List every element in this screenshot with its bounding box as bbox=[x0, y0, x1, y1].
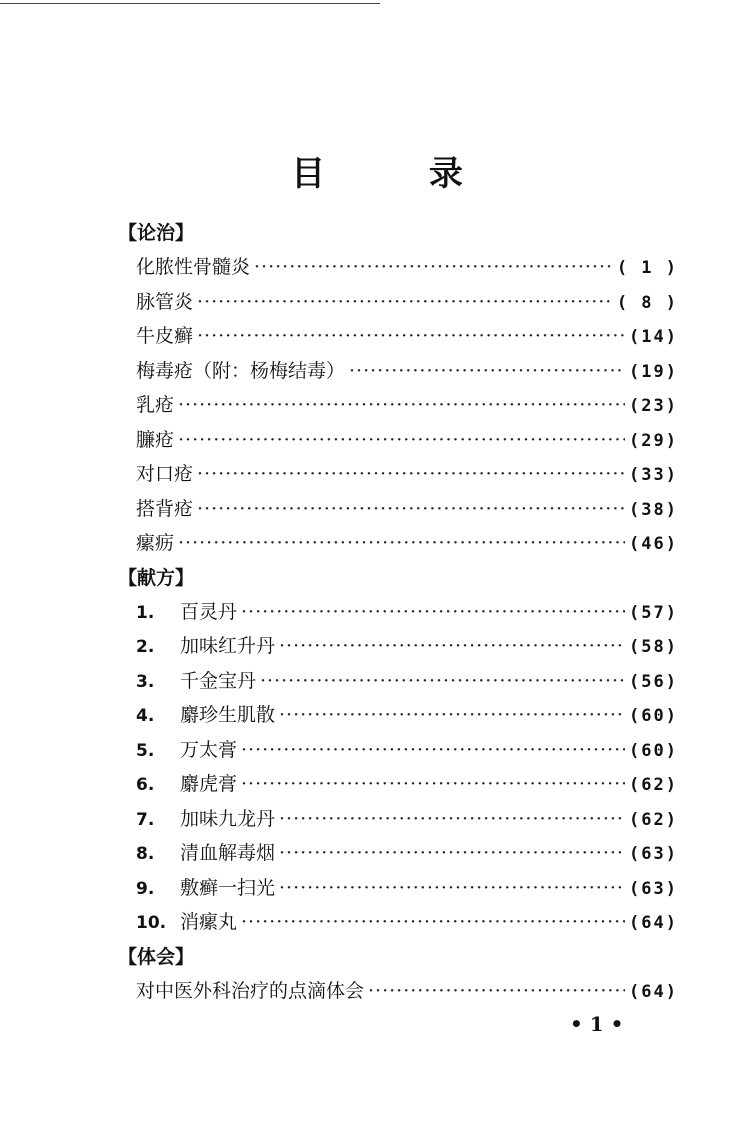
toc-entry bbox=[118, 388, 678, 423]
table-of-contents bbox=[118, 216, 678, 1008]
entry-number: 1. bbox=[136, 602, 155, 623]
leader-dots bbox=[241, 595, 625, 630]
entry-title: 万太膏 bbox=[180, 738, 238, 761]
section-heading: 【献方】 bbox=[118, 566, 195, 589]
entry-page: (33) bbox=[629, 465, 678, 485]
entry-page: (64) bbox=[629, 913, 678, 933]
entry-title: 千金宝丹 bbox=[180, 669, 257, 692]
entry-page: (56) bbox=[629, 671, 678, 692]
entry-title: 脉管炎 bbox=[136, 290, 194, 313]
leader-dots bbox=[241, 733, 625, 768]
entry-number: 8. bbox=[136, 844, 155, 864]
entry-title: 臁疮 bbox=[136, 428, 175, 451]
entry-page: (29) bbox=[629, 430, 678, 451]
entry-title: 麝珍生肌散 bbox=[180, 704, 276, 726]
leader-dots bbox=[197, 319, 625, 354]
leader-dots bbox=[368, 974, 625, 1009]
page-title: 目 录 bbox=[291, 154, 509, 194]
entry-page: ( 1 ) bbox=[616, 258, 678, 278]
toc-entry bbox=[118, 423, 678, 458]
leader-dots bbox=[241, 767, 625, 802]
toc-entry bbox=[118, 354, 678, 389]
entry-number: 10. bbox=[136, 913, 167, 933]
entry-page: ( 8 ) bbox=[616, 292, 678, 313]
entry-page: (19) bbox=[629, 361, 678, 382]
entry-title: 乳疮 bbox=[136, 394, 175, 416]
toc-entry bbox=[118, 250, 678, 285]
toc-entry bbox=[118, 802, 678, 837]
leader-dots bbox=[260, 664, 625, 699]
toc-entry bbox=[118, 492, 678, 527]
entry-title: 梅毒疮（附：杨梅结毒） bbox=[136, 359, 346, 382]
toc-entry bbox=[118, 526, 678, 561]
leader-dots bbox=[178, 526, 625, 561]
toc-entry bbox=[118, 457, 678, 492]
entry-page: (63) bbox=[629, 878, 678, 899]
leader-dots bbox=[279, 698, 625, 733]
leader-dots bbox=[178, 388, 625, 423]
toc-entry bbox=[118, 905, 678, 940]
entry-title: 搭背疮 bbox=[136, 497, 194, 520]
section-heading: 【论治】 bbox=[118, 222, 195, 244]
entry-page: (63) bbox=[629, 844, 678, 864]
entry-title: 加味九龙丹 bbox=[180, 807, 276, 830]
entry-page: (58) bbox=[629, 637, 678, 657]
toc-entry bbox=[118, 285, 678, 320]
entry-title: 对中医外科治疗的点滴体会 bbox=[136, 979, 365, 1002]
entry-title: 加味红升丹 bbox=[180, 635, 276, 657]
leader-dots bbox=[197, 492, 625, 527]
entry-title: 清血解毒烟 bbox=[180, 842, 276, 864]
toc-entry bbox=[118, 767, 678, 802]
leader-dots bbox=[279, 836, 625, 871]
leader-dots bbox=[178, 423, 625, 458]
toc-entry bbox=[118, 664, 678, 699]
entry-page: (38) bbox=[629, 499, 678, 520]
entry-page: (57) bbox=[629, 602, 678, 623]
leader-dots bbox=[349, 354, 625, 389]
toc-entry bbox=[118, 629, 678, 664]
entry-page: (64) bbox=[629, 981, 678, 1002]
entry-number: 2. bbox=[136, 637, 155, 657]
entry-page: (62) bbox=[629, 775, 678, 795]
entry-page: (23) bbox=[629, 396, 678, 416]
leader-dots bbox=[241, 905, 625, 940]
entry-number: 7. bbox=[136, 809, 155, 830]
entry-title: 牛皮癣 bbox=[136, 325, 194, 347]
leader-dots bbox=[279, 629, 625, 664]
entry-title: 瘰疬 bbox=[136, 532, 175, 554]
entry-title: 化脓性骨髓炎 bbox=[136, 256, 251, 278]
toc-entry bbox=[118, 974, 678, 1009]
page-number: • 1 • bbox=[570, 1012, 624, 1036]
entry-title: 敷癣一扫光 bbox=[180, 876, 276, 899]
toc-entry bbox=[118, 698, 678, 733]
toc-entry bbox=[118, 836, 678, 871]
leader-dots bbox=[197, 285, 613, 320]
scan-top-edge bbox=[0, 3, 380, 4]
entry-title: 百灵丹 bbox=[180, 600, 238, 623]
toc-entry bbox=[118, 871, 678, 906]
entry-number: 4. bbox=[136, 706, 155, 726]
entry-page: (14) bbox=[629, 327, 678, 347]
section-heading: 【体会】 bbox=[118, 945, 195, 968]
entry-page: (46) bbox=[629, 534, 678, 554]
leader-dots bbox=[279, 871, 625, 906]
leader-dots bbox=[279, 802, 625, 837]
toc-entry bbox=[118, 733, 678, 768]
entry-page: (62) bbox=[629, 809, 678, 830]
entry-number: 9. bbox=[136, 878, 155, 899]
leader-dots bbox=[254, 250, 613, 285]
entry-title: 对口疮 bbox=[136, 463, 194, 485]
entry-title: 麝虎膏 bbox=[180, 773, 238, 795]
entry-number: 6. bbox=[136, 775, 155, 795]
toc-entry bbox=[118, 319, 678, 354]
entry-page: (60) bbox=[629, 706, 678, 726]
leader-dots bbox=[197, 457, 625, 492]
entry-page: (60) bbox=[629, 740, 678, 761]
entry-title: 消瘰丸 bbox=[180, 911, 238, 933]
toc-entry bbox=[118, 595, 678, 630]
entry-number: 3. bbox=[136, 671, 155, 692]
entry-number: 5. bbox=[136, 740, 155, 761]
